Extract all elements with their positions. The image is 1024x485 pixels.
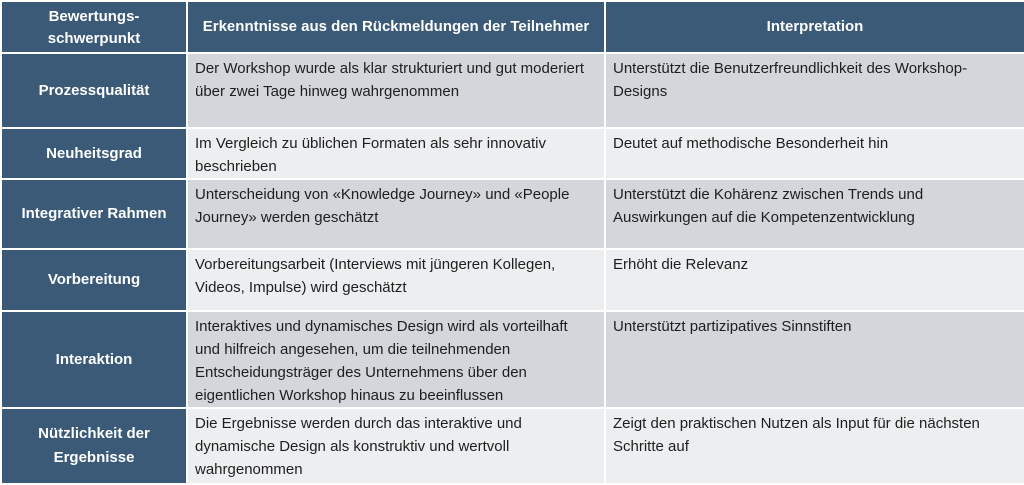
header-erkenntnisse: Erkenntnisse aus den Rückmeldungen der Teilnehmer [187,1,605,53]
table-row [1,53,1024,128]
header-interpretation: Interpretation [605,1,1024,53]
row-focus: Interaktion [1,311,187,408]
row-focus: Vorbereitung [1,249,187,311]
table-header-row [1,1,1024,53]
row-interpretation: Unterstützt die Kohärenz zwischen Trends und Auswirkungen auf die Kompetenzentwicklung [605,179,1024,249]
row-findings: Interaktives und dynamisches Design wird als vorteilhaft und hilfreich angesehen, um die teilnehmenden Entscheidungsträger des Unternehmens über den eigentlichen Workshop hinaus zu beeinflussen [187,311,605,408]
row-findings: Die Ergebnisse werden durch das interaktive und dynamische Design als konstruktiv und wertvoll wahrgenommen [187,408,605,484]
row-findings: Unterscheidung von «Knowledge Journey» und «People Journey» werden geschätzt [187,179,605,249]
row-focus: Neuheitsgrad [1,128,187,179]
row-interpretation: Deutet auf methodische Besonderheit hin [605,128,1024,179]
row-interpretation: Zeigt den praktischen Nutzen als Input für die nächsten Schritte auf [605,408,1024,484]
table-row [1,128,1024,179]
row-interpretation: Erhöht die Relevanz [605,249,1024,311]
row-findings: Im Vergleich zu üblichen Formaten als sehr innovativ beschrieben [187,128,605,179]
table-row [1,408,1024,484]
row-interpretation: Unterstützt partizipatives Sinnstiften [605,311,1024,408]
row-focus: Nützlichkeit der Ergebnisse [1,408,187,484]
header-bewertungsschwerpunkt: Bewertungs- schwerpunkt [1,1,187,53]
table-row [1,311,1024,408]
row-findings: Der Workshop wurde als klar strukturiert und gut moderiert über zwei Tage hinweg wahrgenommen [187,53,605,128]
table-row [1,249,1024,311]
row-findings: Vorbereitungsarbeit (Interviews mit jüngeren Kollegen, Videos, Impulse) wird geschätzt [187,249,605,311]
row-focus: Integrativer Rahmen [1,179,187,249]
row-interpretation: Unterstützt die Benutzerfreundlichkeit des Workshop-Designs [605,53,1024,128]
row-focus: Prozessqualität [1,53,187,128]
table-row [1,179,1024,249]
